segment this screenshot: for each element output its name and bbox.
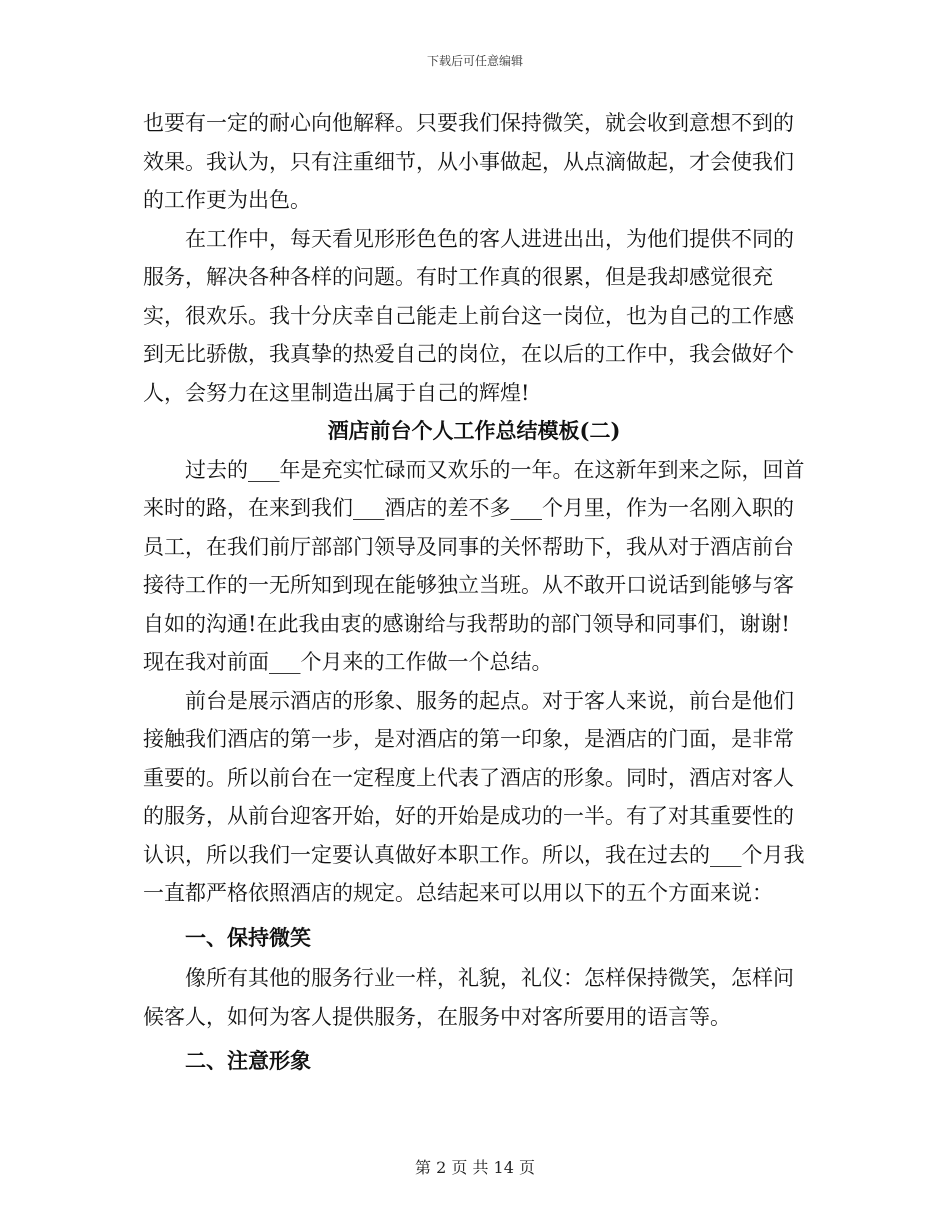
section-title: 酒店前台个人工作总结模板(二) <box>327 418 621 443</box>
document-body <box>143 104 805 1083</box>
paragraph: 在工作中，每天看见形形色色的客人进进出出，为他们提供不同的服务，解决各种各样的问题。有时工作真的很累，但是我却感觉很充实，很欢乐。我十分庆幸自己能走上前台这一岗位，也为自己的工作感到无比骄傲，我真挚的热爱自己的岗位，在以后的工作中，我会做好个人，会努力在这里制造出属于自己的辉煌! <box>143 226 794 405</box>
paragraph: 前台是展示酒店的形象、服务的起点。对于客人来说，前台是他们接触我们酒店的第一步，是对酒店的第一印象，是酒店的门面，是非常重要的。所以前台在一定程度上代表了酒店的形象。同时，酒店对客人的服务，从前台迎客开始，好的开始是成功的一半。有了对其重要性的认识，所以我们一定要认真做好本职工作。所以，我在过去的___个月我一直都严格依照酒店的规定。总结起来可以用以下的五个方面来说： <box>143 688 805 905</box>
subsection-heading: 二、注意形象 <box>185 1048 311 1073</box>
page-footer: 第 2 页 共 14 页 <box>415 1158 535 1177</box>
paragraph: 像所有其他的服务行业一样，礼貌，礼仪：怎样保持微笑，怎样问候客人，如何为客人提供服务，在服务中对客所要用的语言等。 <box>143 966 794 1029</box>
subsection-heading: 一、保持微笑 <box>185 924 311 950</box>
page-header: 下载后可任意编辑 <box>426 54 523 68</box>
paragraph-continued: 也要有一定的耐心向他解释。只要我们保持微笑，就会收到意想不到的效果。我认为，只有注重细节，从小事做起，从点滴做起，才会使我们的工作更为出色。 <box>143 111 794 212</box>
paragraph: 过去的___年是充实忙碌而又欢乐的一年。在这新年到来之际，回首来时的路，在来到我们___酒店的差不多___个月里，作为一名刚入职的员工，在我们前厅部部门领导及同事的关怀帮助下，我从对于酒店前台接待工作的一无所知到现在能够独立当班。从不敢开口说话到能够与客自如的沟通!在此我由衷的感谢给与我帮助的部门领导和同事们，谢谢!现在我对前面___个月来的工作做一个总结。 <box>143 457 805 674</box>
